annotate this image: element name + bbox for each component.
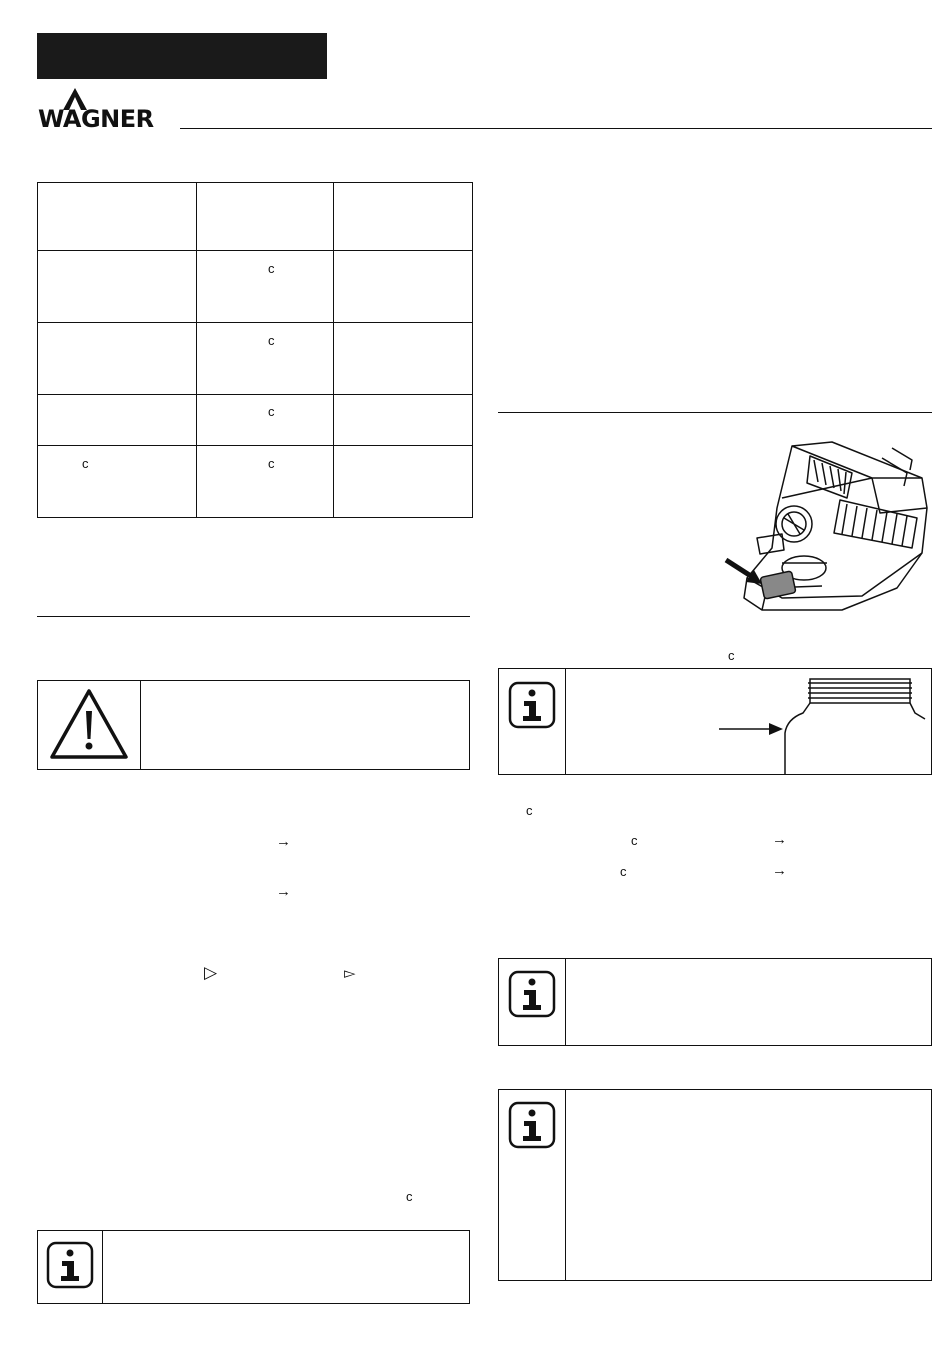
header-bar: [37, 33, 327, 79]
info-box: [498, 1089, 932, 1281]
table-row: [38, 446, 473, 518]
info-box: [498, 958, 932, 1046]
info-box: [37, 1230, 470, 1304]
arrow-right-icon: →: [276, 833, 291, 850]
section-rule: [498, 412, 932, 413]
info-icon: [508, 970, 556, 1018]
warning-box: [37, 680, 470, 770]
table-cell: [38, 251, 197, 323]
table-cell: [38, 183, 197, 251]
table-cell: c: [197, 251, 334, 323]
c-mark: c: [620, 864, 627, 879]
table-cell: c: [197, 395, 334, 446]
arrow-right-icon: →: [772, 831, 787, 848]
info-icon-cell: [38, 1231, 103, 1303]
arrow-right-icon: →: [276, 883, 291, 900]
c-mark: c: [526, 803, 533, 818]
table-cell: [334, 183, 473, 251]
c-mark: c: [631, 833, 638, 848]
info-icon-cell: [499, 959, 566, 1045]
table-cell: [334, 446, 473, 518]
table-cell: [334, 395, 473, 446]
table-cell: [38, 323, 197, 395]
arrow-right-icon: →: [772, 862, 787, 879]
table-cell: [334, 251, 473, 323]
table-row: [38, 395, 473, 446]
c-mark: c: [406, 1189, 413, 1204]
table-cell: [197, 183, 334, 251]
header-rule: [180, 128, 932, 129]
info-box: [498, 668, 932, 775]
info-icon: [508, 681, 556, 729]
warning-triangle-icon: [48, 687, 130, 761]
bottle-illustration: [715, 673, 931, 775]
triangle-right-icon: ▷: [204, 963, 218, 982]
table-row: [38, 323, 473, 395]
table-row: [38, 251, 473, 323]
table-cell: c: [197, 446, 334, 518]
info-icon-cell: [499, 669, 566, 774]
table-cell: [334, 323, 473, 395]
table-cell: c: [38, 446, 197, 518]
info-icon-cell: [499, 1090, 566, 1280]
info-icon: [46, 1241, 94, 1289]
warning-icon-cell: [38, 681, 141, 769]
c-mark: c: [728, 648, 735, 663]
brand-logo: WAGNER: [38, 105, 154, 133]
table-cell: c: [197, 323, 334, 395]
triangle-small-icon: ▻: [344, 965, 356, 982]
section-rule: [37, 616, 470, 617]
table-cell: [38, 395, 197, 446]
spec-table: [37, 182, 473, 518]
info-icon: [508, 1101, 556, 1149]
table-row: [38, 183, 473, 251]
sprayer-device-illustration: [722, 438, 934, 616]
